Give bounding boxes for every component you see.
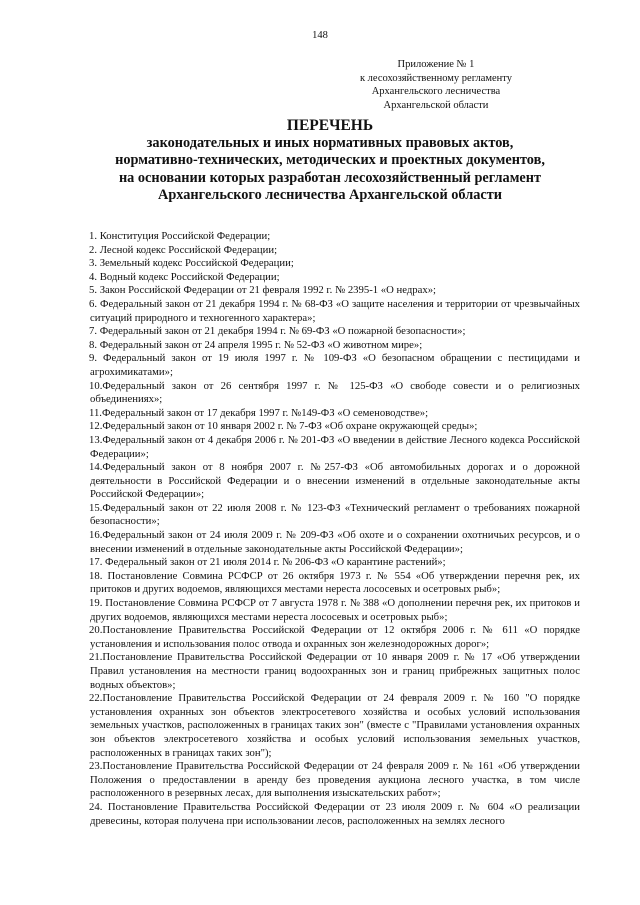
document-title: ПЕРЕЧЕНЬ: [286, 117, 374, 134]
appendix-line: Архангельской области: [383, 99, 489, 111]
list-item: 10.Федеральный закон от 26 сентября 1997 г. № 125-ФЗ «О свободе совести и о религиозных объединениях»;: [89, 379, 580, 406]
list-item: 15.Федеральный закон от 22 июля 2008 г. № 123-ФЗ «Технический регламент о требованиях пожарной безопасности»;: [89, 501, 580, 528]
list-item: 17. Федеральный закон от 21 июля 2014 г. № 206-ФЗ «О карантине растений»;: [89, 556, 446, 569]
document-list: [90, 230, 580, 828]
list-item: 24. Постановление Правительства Российской Федерации от 23 июля 2009 г. № 604 «О реализации древесины, которая получена при использовании лесов, расположенных на землях лесного: [89, 800, 580, 827]
document-subtitle-line: на основании которых разработан лесохозяйственный регламент: [118, 169, 542, 186]
list-item: 22.Постановление Правительства Российской Федерации от 24 февраля 2009 г. № 160 "О порядке установления охранных зон объектов электросетевого хозяйства и особых условий использования земельных участков, расположенных в границах таких зон" (вместе с "Правилами установления охранных зон объектов электросетевого хозяйства и особых условий использования земельных участков, расположенных в границах таких зон");: [89, 692, 580, 759]
list-item: 20.Постановление Правительства Российской Федерации от 12 октября 2006 г. № 611 «О порядке установления и использования полос отвода и охранных зон железнодорожных дорог»;: [89, 624, 580, 650]
list-item: 18. Постановление Совмина РСФСР от 26 октября 1973 г. № 554 «Об утверждении перечня рек, их притоков и других водоемов, являющихся местами нереста лососевых и осетровых рыб»;: [89, 569, 580, 596]
list-item: 5. Закон Российской Федерации от 21 февраля 1992 г. № 2395-1 «О недрах»;: [89, 284, 437, 297]
list-item: 7. Федеральный закон от 21 декабря 1994 г. № 69-ФЗ «О пожарной безопасности»;: [89, 325, 466, 338]
document-title-block: [60, 117, 600, 204]
appendix-line: к лесохозяйственному регламенту: [359, 72, 512, 84]
document-subtitle-line: Архангельского лесничества Архангельской области: [158, 186, 502, 203]
list-item: 16.Федеральный закон от 24 июля 2009 г. № 209-ФЗ «Об охоте и о сохранении охотничьих ресурсов, и о внесении изменений в отдельные законодательные акты Российской Федерации»;: [89, 529, 580, 555]
page-number: 148: [312, 30, 328, 41]
appendix-note: [360, 58, 512, 112]
list-item: 4. Водный кодекс Российской Федерации;: [89, 270, 280, 283]
appendix-line: Архангельского лесничества: [371, 86, 501, 98]
list-item: 23.Постановление Правительства Российской Федерации от 24 февраля 2009 г. № 161 «Об утверждении Положения о предоставлении в аренду без проведения аукциона лесного участка, в том числе расположенного в резервных лесах, для выполнения изыскательских работ»;: [89, 760, 580, 800]
list-item: 6. Федеральный закон от 21 декабря 1994 г. № 68-ФЗ «О защите населения и территории от чрезвычайных ситуаций природного и техногенного характера»;: [89, 297, 580, 324]
list-item: 3. Земельный кодекс Российской Федерации;: [89, 257, 294, 270]
list-item: 14.Федеральный закон от 8 ноября 2007 г. №257-ФЗ «Об автомобильных дорогах и о дорожной деятельности в Российской Федерации и о внесении изменений в отдельные законодательные акты Российской Федерации»;: [89, 461, 580, 501]
list-item: 9. Федеральный закон от 19 июля 1997 г. № 109-ФЗ «О безопасном обращении с пестицидами и агрохимикатами»;: [89, 352, 580, 378]
list-item: 1. Конституция Российской Федерации;: [89, 230, 271, 242]
list-item: 12.Федеральный закон от 10 января 2002 г. № 7-ФЗ «Об охране окружающей среды»;: [89, 420, 478, 433]
appendix-line: Приложение № 1: [397, 59, 475, 70]
list-item: 8. Федеральный закон от 24 апреля 1995 г. № 52-ФЗ «О животном мире»;: [89, 338, 423, 351]
list-item: 19. Постановление Совмина РСФСР от 7 августа 1978 г. № 388 «О дополнении перечня рек, их притоков и других водоемов, являющихся местами нереста лососевых и осетровых рыб»;: [89, 597, 580, 623]
document-subtitle-line: законодательных и иных нормативных правовых актов,: [146, 135, 514, 152]
list-item: 2. Лесной кодекс Российской Федерации;: [89, 243, 278, 256]
list-item: 11.Федеральный закон от 17 декабря 1997 г. №149-ФЗ «О семеноводстве»;: [89, 406, 429, 419]
document-subtitle-line: нормативно-технических, методических и проектных документов,: [115, 152, 545, 169]
list-item: 13.Федеральный закон от 4 декабря 2006 г. № 201-ФЗ «О введении в действие Лесного кодекса Российской Федерации»;: [89, 433, 580, 460]
list-item: 21.Постановление Правительства Российской Федерации от 10 января 2009 г. № 17 «Об утверждении Правил установления на местности границ водоохранных зон и границ прибрежных защитных полос водных объектов»;: [89, 651, 580, 691]
